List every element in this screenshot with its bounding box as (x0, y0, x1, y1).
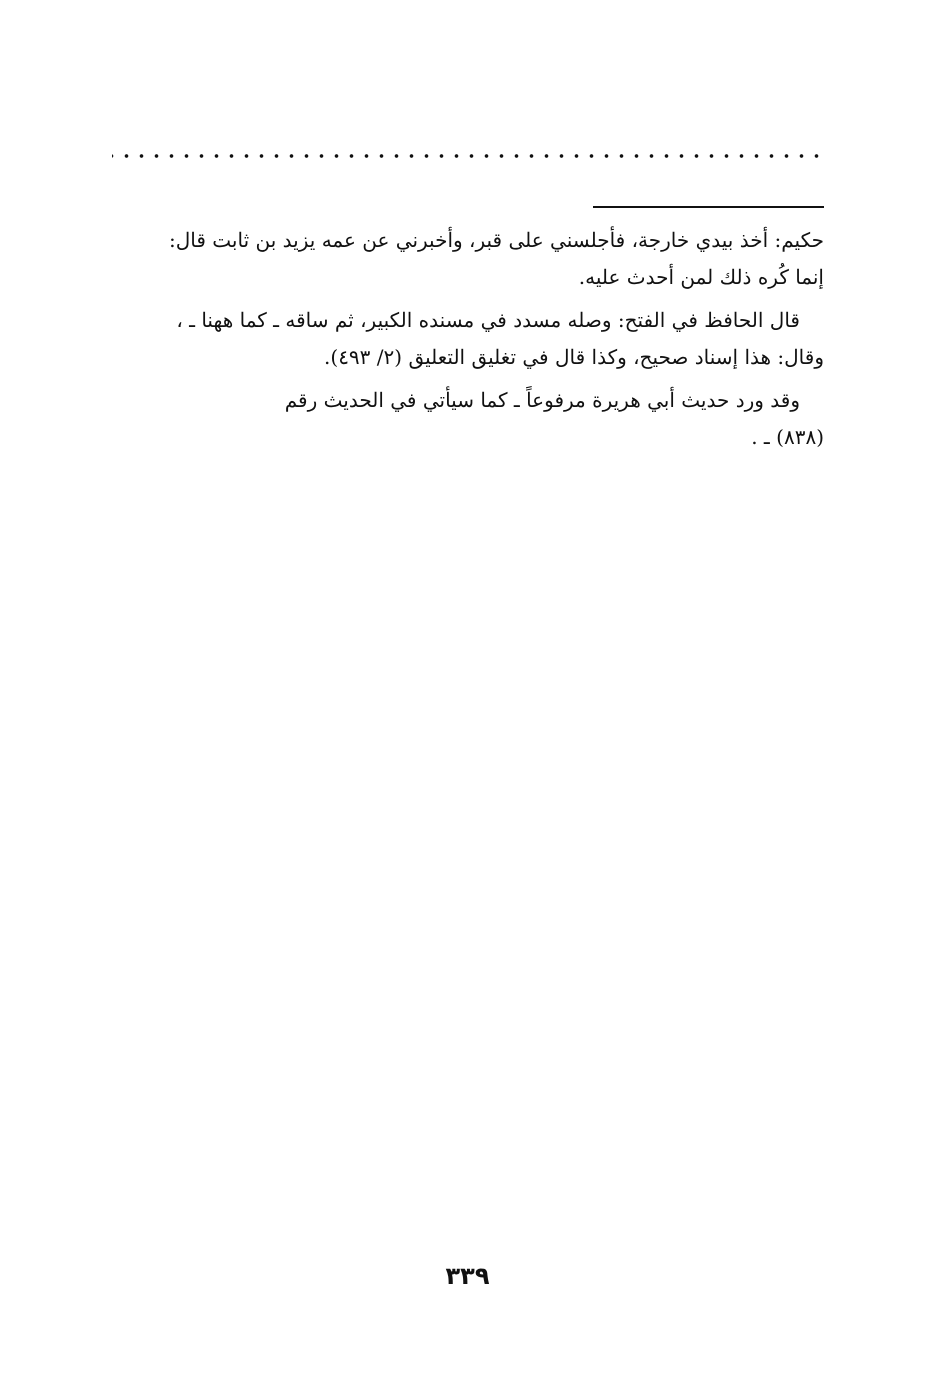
footnote-paragraph-2 (105, 302, 824, 376)
footnotes-section (105, 222, 824, 462)
dotted-separator (112, 150, 824, 162)
footnote-paragraph-3 (105, 382, 824, 456)
footnote-3-line-2: (٨٣٨) ـ . (751, 425, 824, 449)
page-number: ٣٣٩ (445, 1262, 490, 1290)
footnote-2-line-1: قال الحافظ في الفتح: وصله مسدد في مسنده الكبير، ثم ساقه ـ كما ههنا ـ ، (176, 308, 800, 332)
footnote-paragraph-1 (105, 222, 824, 296)
footnote-1-line-2: إنما كُره ذلك لمن أحدث عليه. (578, 265, 824, 289)
footnote-separator-line (593, 206, 824, 208)
footnote-2-line-2: وقال: هذا إسناد صحيح، وكذا قال في تغليق التعليق (٢/ ٤٩٣). (324, 345, 824, 369)
footnote-3-line-1: وقد ورد حديث أبي هريرة مرفوعاً ـ كما سيأتي في الحديث رقم (284, 388, 800, 412)
footnote-1-line-1: حكيم: أخذ بيدي خارجة، فأجلسني على قبر، وأخبرني عن عمه يزيد بن ثابت قال: (169, 228, 824, 252)
